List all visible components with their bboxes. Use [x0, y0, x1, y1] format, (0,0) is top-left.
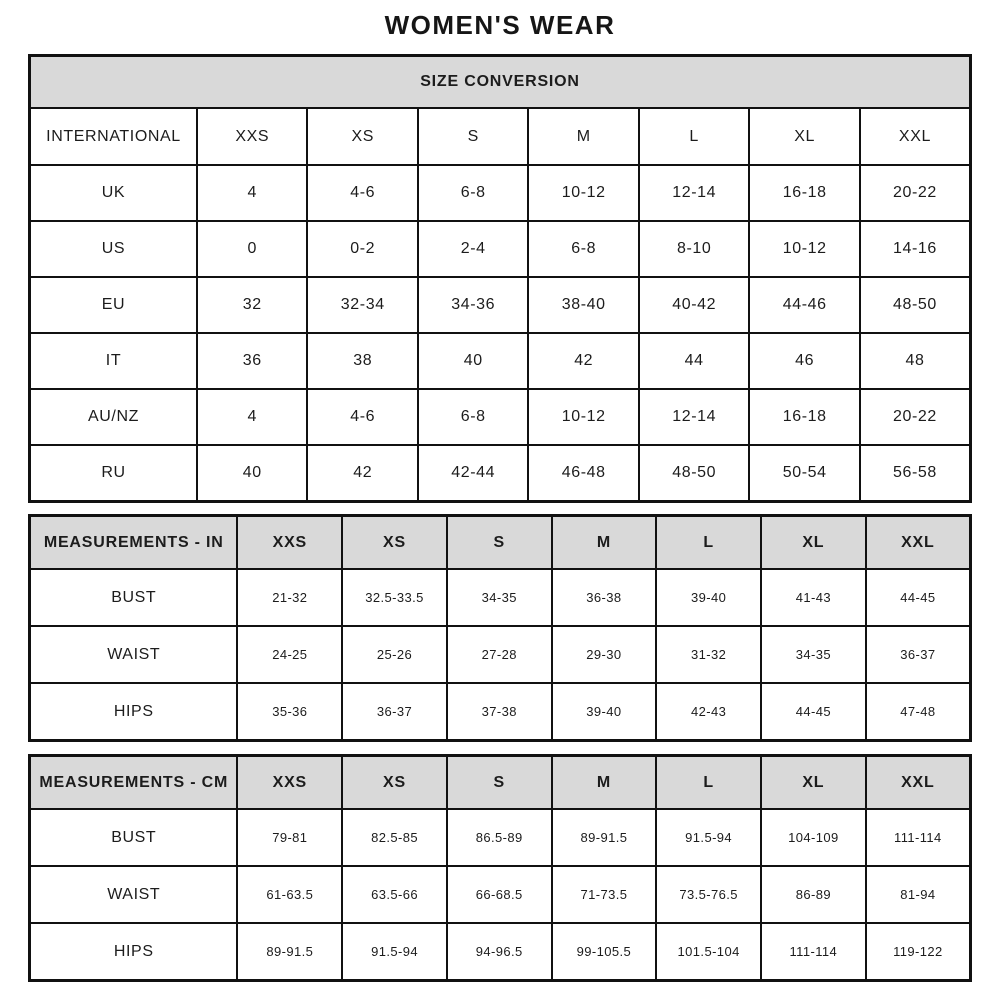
value-cell: 12-14: [639, 165, 749, 221]
value-cell: 89-91.5: [552, 809, 657, 866]
size-header-cell: XXS: [237, 516, 342, 570]
value-cell: 25-26: [342, 626, 447, 683]
value-cell: 66-68.5: [447, 866, 552, 923]
table-title-cell: MEASUREMENTS - CM: [30, 756, 238, 810]
value-cell: 73.5-76.5: [656, 866, 761, 923]
header-row: [30, 108, 971, 165]
value-cell: 82.5-85: [342, 809, 447, 866]
size-header-cell: XXL: [860, 108, 971, 165]
row-label-cell: WAIST: [30, 866, 238, 923]
value-cell: 111-114: [866, 809, 971, 866]
value-cell: 86.5-89: [447, 809, 552, 866]
value-cell: 36-38: [552, 569, 657, 626]
value-cell: 47-48: [866, 683, 971, 741]
value-cell: 91.5-94: [342, 923, 447, 981]
value-cell: 111-114: [761, 923, 866, 981]
value-cell: 12-14: [639, 389, 749, 445]
value-cell: 40: [418, 333, 528, 389]
size-conversion-table: [28, 54, 972, 503]
value-cell: 56-58: [860, 445, 971, 502]
value-cell: 86-89: [761, 866, 866, 923]
value-cell: 81-94: [866, 866, 971, 923]
table-row: [30, 809, 971, 866]
table-row: [30, 626, 971, 683]
size-header-cell: M: [552, 756, 657, 810]
size-header-cell: L: [639, 108, 749, 165]
size-header-cell: XL: [749, 108, 859, 165]
row-label-cell: HIPS: [30, 683, 238, 741]
row-label-cell: US: [30, 221, 198, 277]
value-cell: 16-18: [749, 165, 859, 221]
table-row: [30, 569, 971, 626]
value-cell: 10-12: [528, 389, 638, 445]
value-cell: 99-105.5: [552, 923, 657, 981]
size-header-cell: XS: [342, 516, 447, 570]
value-cell: 42-44: [418, 445, 528, 502]
value-cell: 24-25: [237, 626, 342, 683]
value-cell: 36: [197, 333, 307, 389]
value-cell: 21-32: [237, 569, 342, 626]
value-cell: 44-45: [866, 569, 971, 626]
value-cell: 39-40: [656, 569, 761, 626]
value-cell: 0: [197, 221, 307, 277]
value-cell: 38-40: [528, 277, 638, 333]
size-header-cell: XS: [307, 108, 417, 165]
size-header-cell: XXL: [866, 516, 971, 570]
value-cell: 36-37: [342, 683, 447, 741]
table-row: [30, 683, 971, 741]
table-row: [30, 866, 971, 923]
value-cell: 46: [749, 333, 859, 389]
value-cell: 36-37: [866, 626, 971, 683]
value-cell: 27-28: [447, 626, 552, 683]
value-cell: 34-35: [761, 626, 866, 683]
value-cell: 42-43: [656, 683, 761, 741]
value-cell: 16-18: [749, 389, 859, 445]
value-cell: 8-10: [639, 221, 749, 277]
value-cell: 31-32: [656, 626, 761, 683]
table-row: [30, 389, 971, 445]
value-cell: 4-6: [307, 389, 417, 445]
size-header-cell: L: [656, 756, 761, 810]
value-cell: 32: [197, 277, 307, 333]
value-cell: 20-22: [860, 389, 971, 445]
value-cell: 91.5-94: [656, 809, 761, 866]
size-header-cell: XL: [761, 756, 866, 810]
row-label-cell: IT: [30, 333, 198, 389]
value-cell: 40-42: [639, 277, 749, 333]
size-header-cell: XXS: [197, 108, 307, 165]
value-cell: 94-96.5: [447, 923, 552, 981]
value-cell: 10-12: [528, 165, 638, 221]
measurements-cm-table: [28, 754, 972, 982]
table-row: [30, 165, 971, 221]
value-cell: 10-12: [749, 221, 859, 277]
value-cell: 48: [860, 333, 971, 389]
value-cell: 35-36: [237, 683, 342, 741]
value-cell: 6-8: [418, 389, 528, 445]
page-title: WOMEN'S WEAR: [384, 10, 616, 40]
value-cell: 101.5-104: [656, 923, 761, 981]
value-cell: 40: [197, 445, 307, 502]
value-cell: 32.5-33.5: [342, 569, 447, 626]
table-row: [30, 277, 971, 333]
value-cell: 0-2: [307, 221, 417, 277]
value-cell: 48-50: [639, 445, 749, 502]
value-cell: 20-22: [860, 165, 971, 221]
value-cell: 119-122: [866, 923, 971, 981]
value-cell: 71-73.5: [552, 866, 657, 923]
value-cell: 48-50: [860, 277, 971, 333]
row-label-cell: UK: [30, 165, 198, 221]
size-chart-page: [28, 0, 972, 982]
row-label-cell: BUST: [30, 809, 238, 866]
measurements-in-table: [28, 514, 972, 742]
value-cell: 4: [197, 165, 307, 221]
size-header-cell: XL: [761, 516, 866, 570]
value-cell: 46-48: [528, 445, 638, 502]
size-header-cell: S: [447, 516, 552, 570]
value-cell: 42: [307, 445, 417, 502]
value-cell: 50-54: [749, 445, 859, 502]
value-cell: 89-91.5: [237, 923, 342, 981]
value-cell: 42: [528, 333, 638, 389]
value-cell: 38: [307, 333, 417, 389]
size-header-cell: S: [447, 756, 552, 810]
size-header-cell: M: [552, 516, 657, 570]
table-title-cell: INTERNATIONAL: [30, 108, 198, 165]
value-cell: 41-43: [761, 569, 866, 626]
value-cell: 44-45: [761, 683, 866, 741]
row-label-cell: AU/NZ: [30, 389, 198, 445]
banner-row: [30, 56, 971, 109]
value-cell: 39-40: [552, 683, 657, 741]
header-row: [30, 516, 971, 570]
value-cell: 32-34: [307, 277, 417, 333]
value-cell: 63.5-66: [342, 866, 447, 923]
table-row: [30, 333, 971, 389]
value-cell: 79-81: [237, 809, 342, 866]
value-cell: 14-16: [860, 221, 971, 277]
size-header-cell: L: [656, 516, 761, 570]
value-cell: 44-46: [749, 277, 859, 333]
size-header-cell: S: [418, 108, 528, 165]
table-row: [30, 221, 971, 277]
value-cell: 34-36: [418, 277, 528, 333]
value-cell: 61-63.5: [237, 866, 342, 923]
row-label-cell: RU: [30, 445, 198, 502]
value-cell: 4: [197, 389, 307, 445]
row-label-cell: HIPS: [30, 923, 238, 981]
table-row: [30, 445, 971, 502]
header-row: [30, 756, 971, 810]
value-cell: 4-6: [307, 165, 417, 221]
size-header-cell: XXL: [866, 756, 971, 810]
value-cell: 29-30: [552, 626, 657, 683]
value-cell: 37-38: [447, 683, 552, 741]
value-cell: 6-8: [418, 165, 528, 221]
size-header-cell: XS: [342, 756, 447, 810]
value-cell: 34-35: [447, 569, 552, 626]
row-label-cell: EU: [30, 277, 198, 333]
size-header-cell: XXS: [237, 756, 342, 810]
value-cell: 44: [639, 333, 749, 389]
table-row: [30, 923, 971, 981]
row-label-cell: WAIST: [30, 626, 238, 683]
table-title-cell: MEASUREMENTS - IN: [30, 516, 238, 570]
table-banner: SIZE CONVERSION: [30, 56, 971, 109]
value-cell: 104-109: [761, 809, 866, 866]
row-label-cell: BUST: [30, 569, 238, 626]
value-cell: 2-4: [418, 221, 528, 277]
value-cell: 6-8: [528, 221, 638, 277]
size-header-cell: M: [528, 108, 638, 165]
